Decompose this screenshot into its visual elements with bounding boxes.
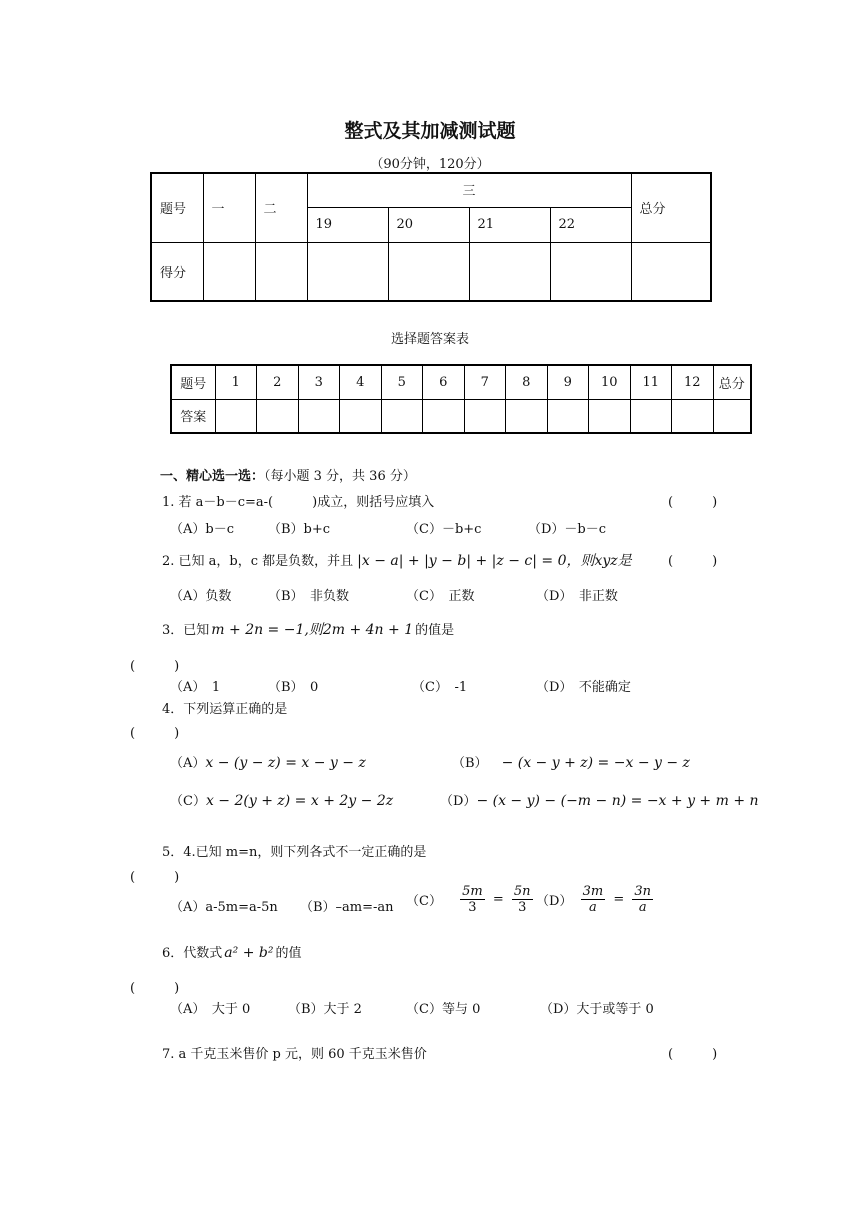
question-4-stem: 4．下列运算正确的是 [162,702,288,717]
question-4-option-c-formula: x − 2(y + z) = x + 2y − 2z [205,793,394,809]
fraction [512,884,533,915]
question-2-option-c: （C） 正数 [406,589,475,604]
question-4-option-b [452,752,690,771]
answer-number: 12 [672,365,714,399]
answer-cell[interactable] [423,399,465,433]
answer-cell[interactable] [506,399,548,433]
answer-number: 7 [464,365,506,399]
answer-cell[interactable] [672,399,714,433]
question-1-option-a: （A）b－c [170,522,234,537]
answer-cell[interactable] [713,399,751,433]
question-3-option-c: （C） -1 [412,680,468,695]
question-5-option-d [536,884,653,915]
question-2-stem-text: 2. 已知 a，b，c 都是负数，并且 [162,554,354,569]
answer-cell[interactable] [589,399,631,433]
answer-number: 10 [589,365,631,399]
score-cell[interactable] [388,242,469,301]
question-7-stem: 7. a 千克玉米售价 p 元，则 60 千克玉米售价 [162,1047,427,1062]
answer-cell[interactable] [298,399,340,433]
question-4-option-d-label: （D） [440,794,477,809]
denominator: 3 [468,900,477,915]
question-3-bracket: ( ) [130,659,180,674]
question-4-option-a-formula: x − (y − z) = x − y − z [205,755,366,771]
answer-number: 11 [630,365,672,399]
question-4-option-a [170,752,366,771]
answer-table [170,364,752,434]
question-2-bracket: ( ) [668,554,718,569]
question-4-option-b-formula: − (x − y + z) = −x − y − z [501,755,690,771]
fraction [460,884,485,915]
question-6-stem [162,942,301,961]
answer-cell[interactable] [547,399,589,433]
question-1-option-c: （C）－b+c [406,522,482,537]
score-sub-20: 20 [388,207,469,242]
question-5-bracket: ( ) [130,870,180,885]
denominator: a [638,900,647,915]
answer-cell[interactable] [215,399,257,433]
question-4-option-b-label: （B） [452,756,488,771]
numerator: 3m [582,884,604,899]
question-5-option-c-label: （C） [406,894,442,909]
question-6-option-d: （D）大于或等于 0 [540,1002,654,1017]
question-4-option-a-label: （A） [170,756,206,771]
numerator: 3n [634,884,652,899]
answer-cell[interactable] [257,399,299,433]
question-6-option-c: （C）等与 0 [406,1002,481,1017]
page-subtitle: （90分钟，120分） [370,157,490,172]
score-part-1: 一 [203,173,255,242]
question-5-stem: 5．4.已知 m=n，则下列各式不一定正确的是 [162,845,427,860]
page-title: 整式及其加减测试题 [344,120,516,142]
answer-table-caption: 选择题答案表 [390,332,469,347]
score-cell[interactable] [550,242,631,301]
equals-sign: = [492,892,504,907]
denominator: a [589,900,597,915]
denominator: 3 [518,900,527,915]
answer-number: 8 [506,365,548,399]
question-2-option-b: （B） 非负数 [268,589,350,604]
question-4-option-d [440,790,759,809]
score-cell[interactable] [631,242,711,301]
answer-cell[interactable] [630,399,672,433]
score-row-label: 得分 [151,242,203,301]
question-3-stem-tail: 的值是 [415,623,455,638]
question-6-formula: a² + b² [224,945,274,961]
score-cell[interactable] [255,242,307,301]
answer-row-header: 题号 [171,365,215,399]
answer-number: 6 [423,365,465,399]
question-2-option-d: （D） 非正数 [536,589,618,604]
score-sub-21: 21 [469,207,550,242]
answer-total-header: 总分 [713,365,751,399]
question-5-option-d-label: （D） [536,894,573,909]
numerator: 5n [513,884,531,899]
question-6-option-b: （B）大于 2 [288,1002,362,1017]
score-cell[interactable] [307,242,388,301]
question-3-option-a: （A） 1 [170,680,221,695]
question-2-formula: |x − a| + |y − b| + |z − c| = 0，则xyz是 [357,553,632,569]
score-part-2: 二 [255,173,307,242]
section-note: （每小题 3 分，共 36 分） [264,469,416,484]
answer-cell[interactable] [464,399,506,433]
question-4-option-c [170,790,393,809]
score-sub-22: 22 [550,207,631,242]
question-3-option-d: （D） 不能确定 [536,680,631,695]
question-5-option-a: （A）a-5m=a-5n [170,900,278,915]
question-6-option-a: （A） 大于 0 [170,1002,251,1017]
question-4-bracket: ( ) [130,726,180,741]
answer-cell[interactable] [340,399,382,433]
question-3-option-b: （B） 0 [268,680,319,695]
fraction [581,884,606,915]
question-3-stem [162,619,454,639]
score-cell[interactable] [203,242,255,301]
answer-cell[interactable] [381,399,423,433]
question-2-stem [162,550,632,570]
question-6-stem-text: 6．代数式 [162,946,223,961]
score-total-header: 总分 [631,173,711,242]
section-title: 一、精心选一选： [160,469,265,484]
answer-number: 5 [381,365,423,399]
question-3-stem-text: 3．已知 [162,623,210,638]
answer-row-label: 答案 [171,399,215,433]
question-6-bracket: ( ) [130,981,180,996]
answer-number: 1 [215,365,257,399]
question-1-option-d: （D）－b－c [528,522,607,537]
question-1-bracket: ( ) [668,495,718,510]
score-sub-19: 19 [307,207,388,242]
score-cell[interactable] [469,242,550,301]
question-1-stem: 1. 若 a－b－c=a-( )成立，则括号应填入 [162,495,435,510]
question-2-option-a: （A）负数 [170,589,232,604]
answer-number: 2 [257,365,299,399]
question-3-formula: m + 2n = −1,则2m + 4n + 1 [211,622,414,638]
numerator: 5m [462,884,483,899]
score-part-3: 三 [307,173,631,207]
question-4-option-d-formula: − (x − y) − (−m − n) = −x + y + m + n [476,793,759,809]
answer-number: 4 [340,365,382,399]
score-table [150,172,712,302]
question-6-stem-tail: 的值 [275,946,302,961]
question-5-option-b: （B）–am=-an [300,900,394,915]
equals-sign: = [613,892,625,907]
question-5-option-c [406,884,533,915]
score-row-header: 题号 [151,173,203,242]
section-heading [160,465,416,484]
question-7-bracket: ( ) [668,1047,718,1062]
fraction [632,884,653,915]
question-4-option-c-label: （C） [170,794,206,809]
answer-number: 9 [547,365,589,399]
answer-number: 3 [298,365,340,399]
question-1-option-b: （B）b+c [268,522,331,537]
